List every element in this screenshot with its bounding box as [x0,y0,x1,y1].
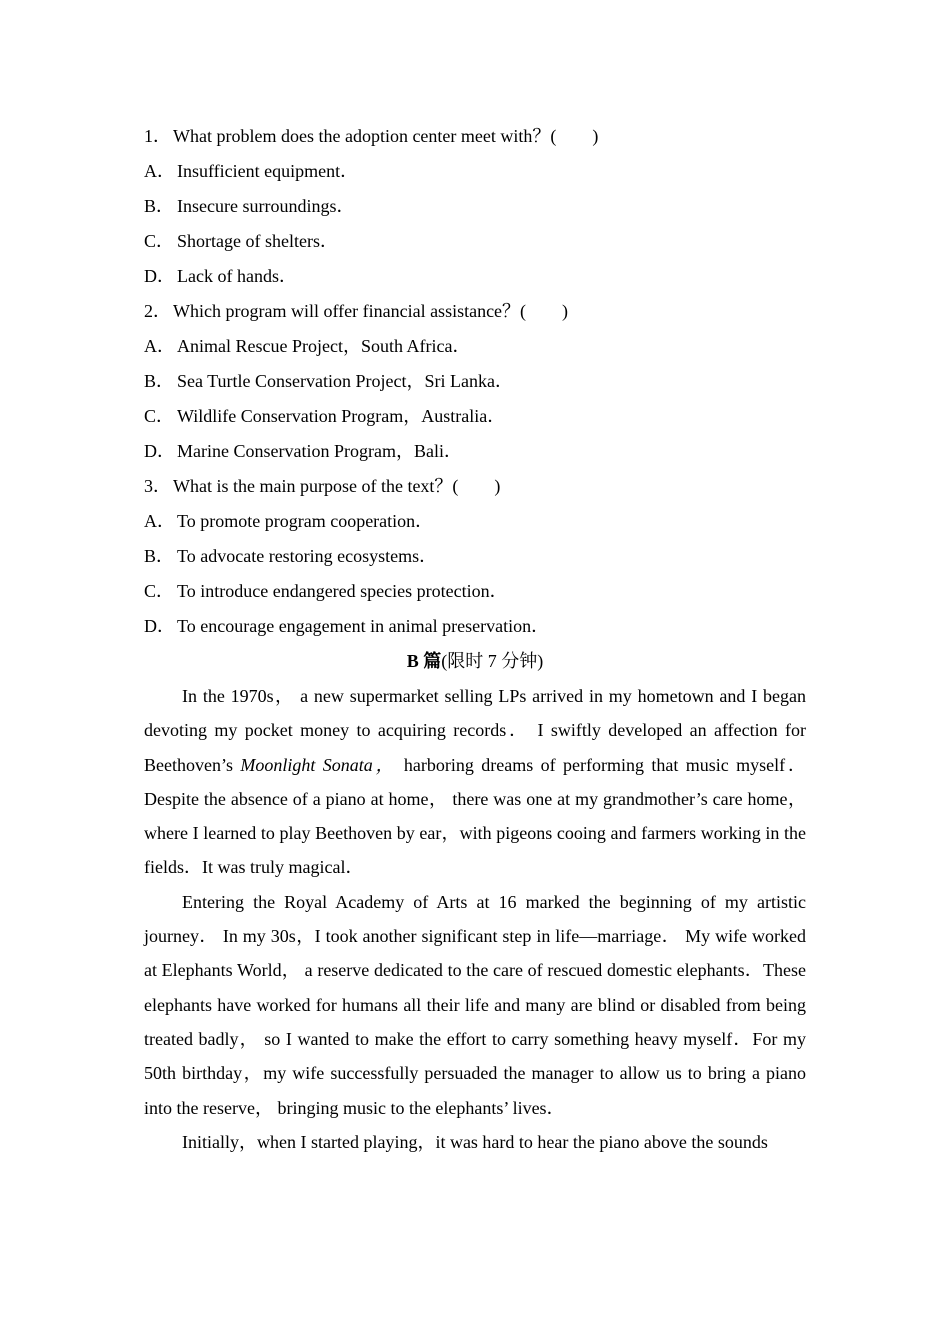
question-text: What is the main purpose of the text？( ) [173,476,501,496]
option-letter: A． [144,161,175,181]
option-3d [144,609,806,644]
option-text: Marine Conservation Program，Bali． [177,441,462,461]
paragraph-text: harboring dreams of performing that music myself． Despite the absence of a piano at home， there was one at my grandmother’s care home，where I learned to play Beethoven by ear，with pigeons cooing and farmers working in the fields．It was truly magical． [144,754,807,878]
option-text: Shortage of shelters． [177,231,338,251]
option-letter: B． [144,371,175,391]
option-2d [144,434,806,469]
question-number: 1． [144,126,171,146]
option-letter: C． [144,231,175,251]
passage-paragraph-2: Entering the Royal Academy of Arts at 16 marked the beginning of my artistic journey． In my 30s，I took another significant step in life—marriage． My wife worked at Elephants World， a reserve dedicated to the care of rescued domestic elephants．These elephants have worked for humans all their life and many are blind or disabled from being treated badly， so I wanted to make the effort to carry something heavy myself．For my 50th birthday，my wife successfully persuaded the manager to allow us to bring a piano into the reserve， bringing music to the elephants’ lives． [144,891,806,1118]
option-letter: C． [144,406,175,426]
option-text: Lack of hands． [177,266,297,286]
option-2c [144,399,806,434]
document-page [144,119,806,1159]
option-text: Sea Turtle Conservation Project，Sri Lanka． [177,371,513,391]
option-letter: D． [144,441,175,461]
section-title-bold: B 篇 [406,651,442,671]
option-1c [144,224,806,259]
option-text: Animal Rescue Project，South Africa． [177,336,471,356]
question-number: 2． [144,301,171,321]
option-letter: D． [144,616,175,636]
option-text: Insufficient equipment． [177,161,359,181]
question-text: What problem does the adoption center meet with？( ) [173,126,599,146]
option-letter: B． [144,546,175,566]
option-3a [144,504,806,539]
question-3 [144,469,806,504]
option-1a [144,154,806,189]
option-3b [144,539,806,574]
option-text: To introduce endangered species protection． [177,581,508,601]
option-letter: D． [144,266,175,286]
italic-title: Moonlight Sonata， [240,754,397,775]
option-3c [144,574,806,609]
section-title [144,644,806,679]
passage-paragraph-3: Initially，when I started playing，it was hard to hear the piano above the sounds [182,1131,768,1152]
option-letter: B． [144,196,175,216]
question-1 [144,119,806,154]
option-text: Wildlife Conservation Program，Australia． [177,406,506,426]
option-text: To encourage engagement in animal preservation． [177,616,550,636]
passage-paragraph-1 [144,679,806,885]
option-text: To advocate restoring ecosystems． [177,546,438,566]
option-letter: A． [144,336,175,356]
option-letter: C． [144,581,175,601]
option-1b [144,189,806,224]
question-number: 3． [144,476,171,496]
option-2a [144,329,806,364]
option-text: To promote program cooperation． [177,511,434,531]
question-text: Which program will offer financial assistance？( ) [173,301,569,321]
paragraph-text: In the 1970s， a new supermarket selling LPs arrived in my hometown and I began devoting my pocket money to acquiring records． I swiftly developed an affection for Beethoven’s [144,686,806,775]
option-1d [144,259,806,294]
section-title-rest: (限时 7 分钟) [441,651,544,671]
option-letter: A． [144,511,175,531]
option-2b [144,364,806,399]
option-text: Insecure surroundings． [177,196,355,216]
question-2 [144,294,806,329]
